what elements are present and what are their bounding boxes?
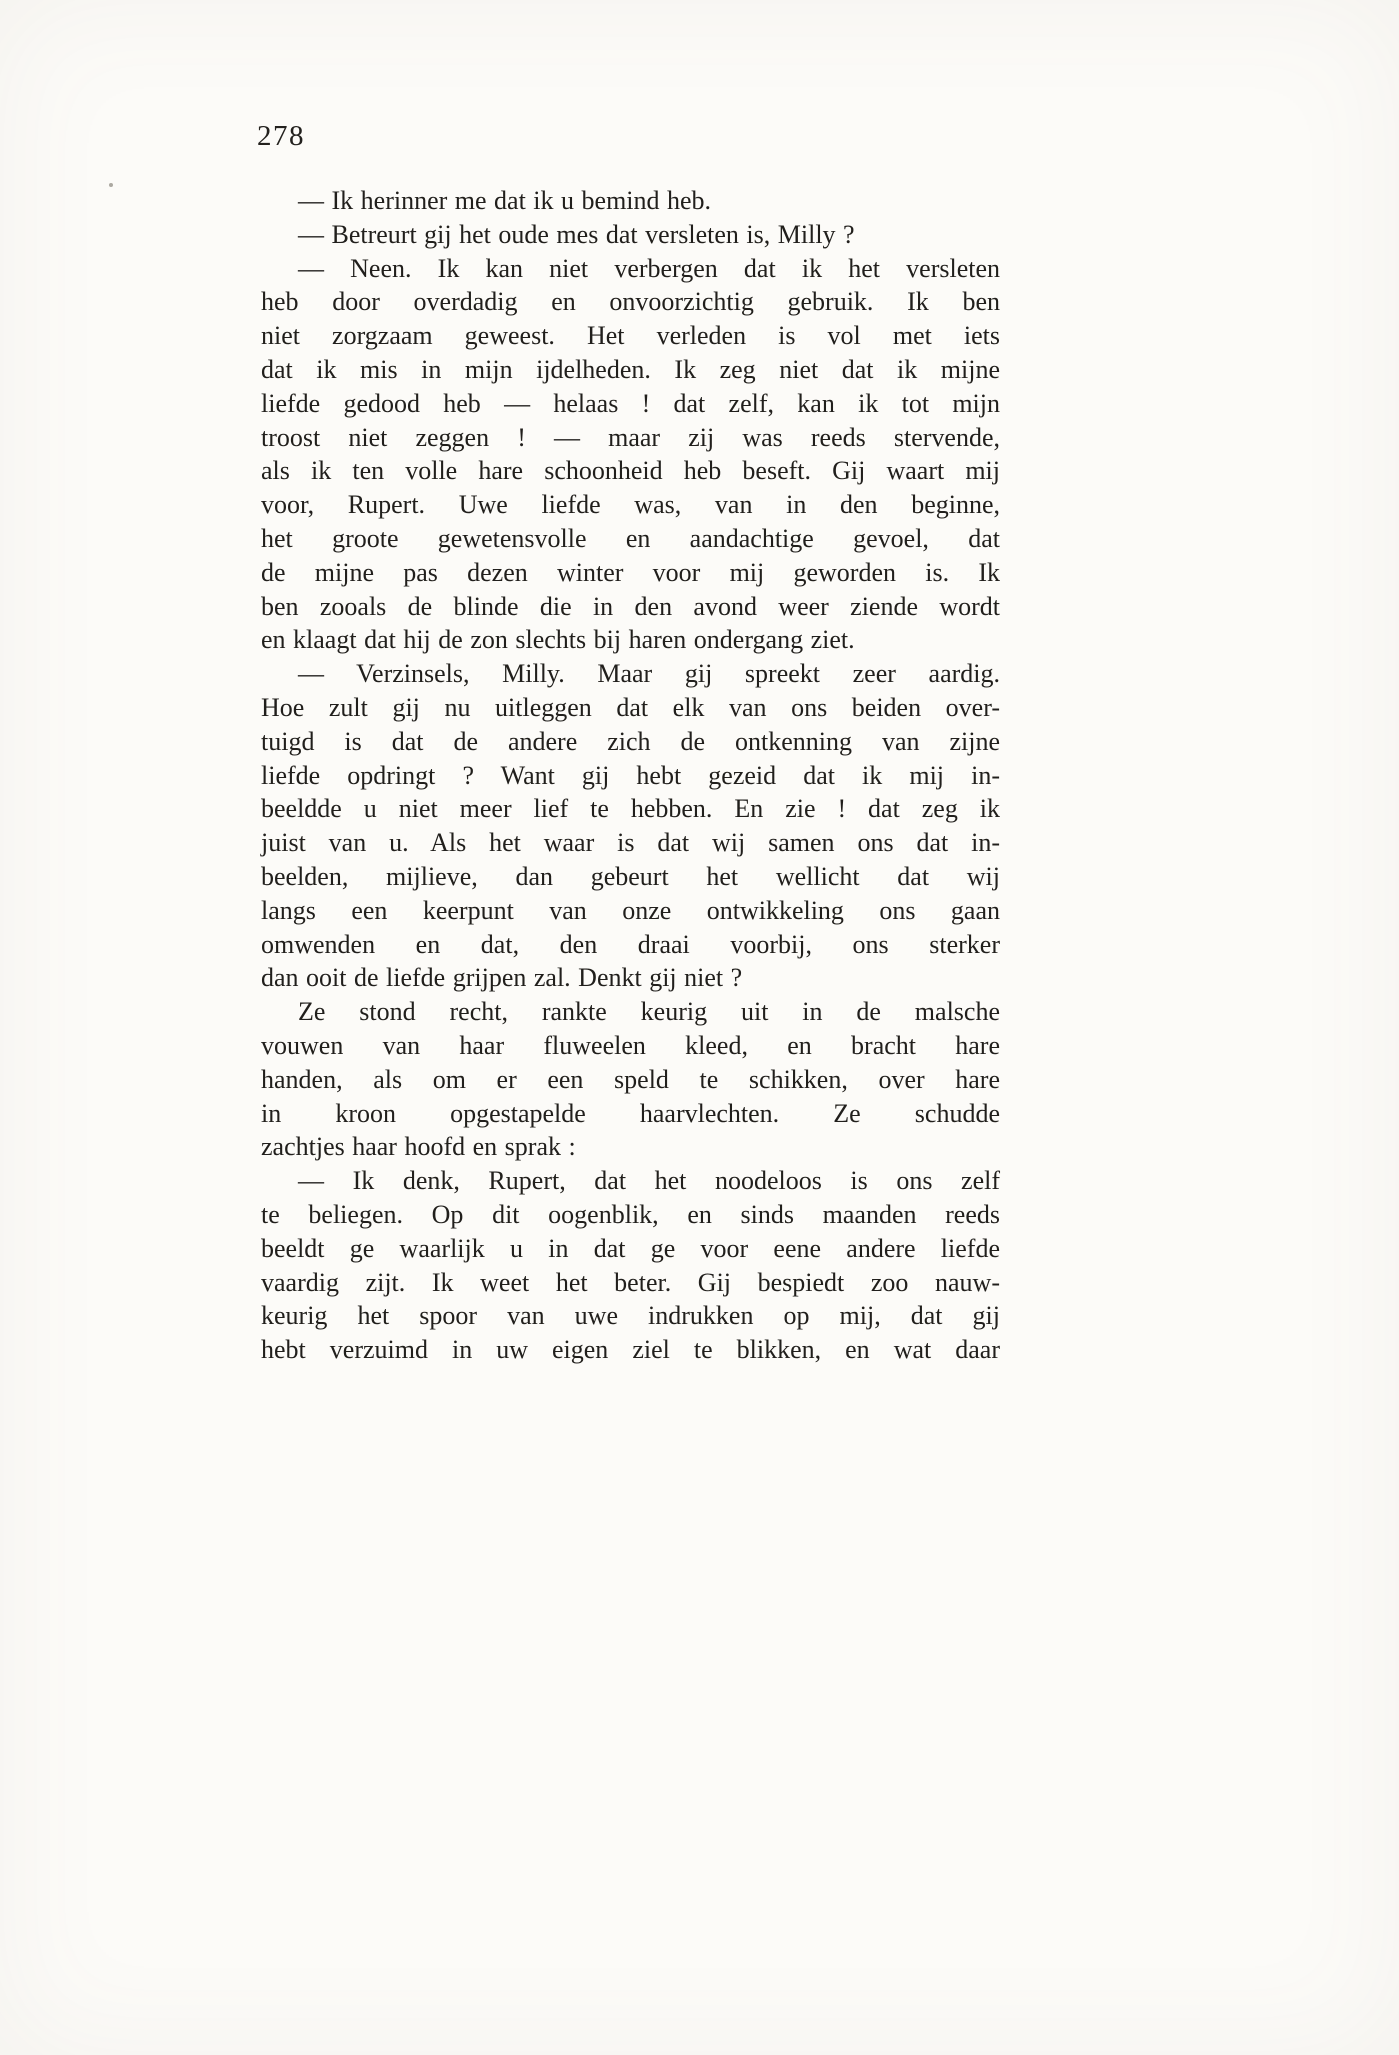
text-line: keurig het spoor van uwe indrukken op mij, dat gij	[261, 1301, 1000, 1331]
text-line: vouwen van haar fluweelen kleed, en bracht hare	[261, 1030, 1000, 1060]
text-line: troost niet zeggen ! — maar zij was reeds stervende,	[261, 422, 1000, 452]
text-line: beeldde u niet meer lief te hebben. En zie ! dat zeg ik	[261, 794, 1000, 824]
text-line: — Betreurt gij het oude mes dat versleten is, Milly ?	[298, 219, 855, 249]
text-line: — Ik denk, Rupert, dat het noodeloos is ons zelf	[298, 1166, 1000, 1196]
text-line: niet zorgzaam geweest. Het verleden is vol met iets	[261, 321, 1000, 351]
text-line: juist van u. Als het waar is dat wij samen ons dat in-	[261, 828, 1000, 858]
paragraph	[261, 184, 1000, 218]
scan-artifact-dot	[109, 183, 113, 187]
text-line: beelden, mijlieve, dan gebeurt het wellicht dat wij	[261, 861, 1000, 891]
paragraph	[261, 995, 1000, 1164]
text-line: zachtjes haar hoofd en sprak :	[261, 1132, 576, 1162]
text-line: — Ik herinner me dat ik u bemind heb.	[298, 186, 712, 215]
text-line: voor, Rupert. Uwe liefde was, van in den beginne,	[261, 490, 1000, 520]
text-line: te beliegen. Op dit oogenblik, en sinds maanden reeds	[261, 1199, 1000, 1229]
text-line: handen, als om er een speld te schikken, over hare	[261, 1064, 1000, 1094]
text-line: dat ik mis in mijn ijdelheden. Ik zeg niet dat ik mijne	[261, 354, 1000, 384]
page-number: 278	[257, 120, 305, 152]
text-line: Hoe zult gij nu uitleggen dat elk van ons beiden over-	[261, 692, 1000, 722]
text-line: liefde opdringt ? Want gij hebt gezeid dat ik mij in-	[261, 760, 1000, 790]
paragraph	[261, 1164, 1000, 1367]
text-line: liefde gedood heb — helaas ! dat zelf, kan ik tot mijn	[261, 388, 1000, 418]
page-text	[261, 184, 1000, 1367]
text-line: dan ooit de liefde grijpen zal. Denkt gij niet ?	[261, 963, 743, 993]
text-line: omwenden en dat, den draai voorbij, ons sterker	[261, 929, 1000, 959]
text-line: als ik ten volle hare schoonheid heb beseft. Gij waart mij	[261, 456, 1000, 486]
text-line: — Neen. Ik kan niet verbergen dat ik het versleten	[298, 253, 1000, 283]
text-line: heb door overdadig en onvoorzichtig gebruik. Ik ben	[261, 287, 1000, 317]
text-line: tuigd is dat de andere zich de ontkenning van zijne	[261, 726, 1000, 756]
text-line: in kroon opgestapelde haarvlechten. Ze schudde	[261, 1098, 1000, 1128]
text-line: Ze stond recht, rankte keurig uit in de malsche	[298, 997, 1000, 1027]
paragraph	[261, 657, 1000, 995]
paragraph	[261, 218, 1000, 252]
text-line: — Verzinsels, Milly. Maar gij spreekt zeer aardig.	[298, 659, 1000, 689]
text-line: ben zooals de blinde die in den avond weer ziende wordt	[261, 591, 1000, 621]
text-line: hebt verzuimd in uw eigen ziel te blikken, en wat daar	[261, 1335, 1000, 1365]
text-line: de mijne pas dezen winter voor mij geworden is. Ik	[261, 557, 1000, 587]
text-line: langs een keerpunt van onze ontwikkeling ons gaan	[261, 895, 1000, 925]
text-line: beeldt ge waarlijk u in dat ge voor eene andere liefde	[261, 1233, 1000, 1263]
text-line: het groote gewetensvolle en aandachtige gevoel, dat	[261, 523, 1000, 553]
paragraph	[261, 252, 1000, 658]
text-line: en klaagt dat hij de zon slechts bij haren ondergang ziet.	[261, 625, 855, 655]
text-line: vaardig zijt. Ik weet het beter. Gij bespiedt zoo nauw-	[261, 1267, 1000, 1297]
